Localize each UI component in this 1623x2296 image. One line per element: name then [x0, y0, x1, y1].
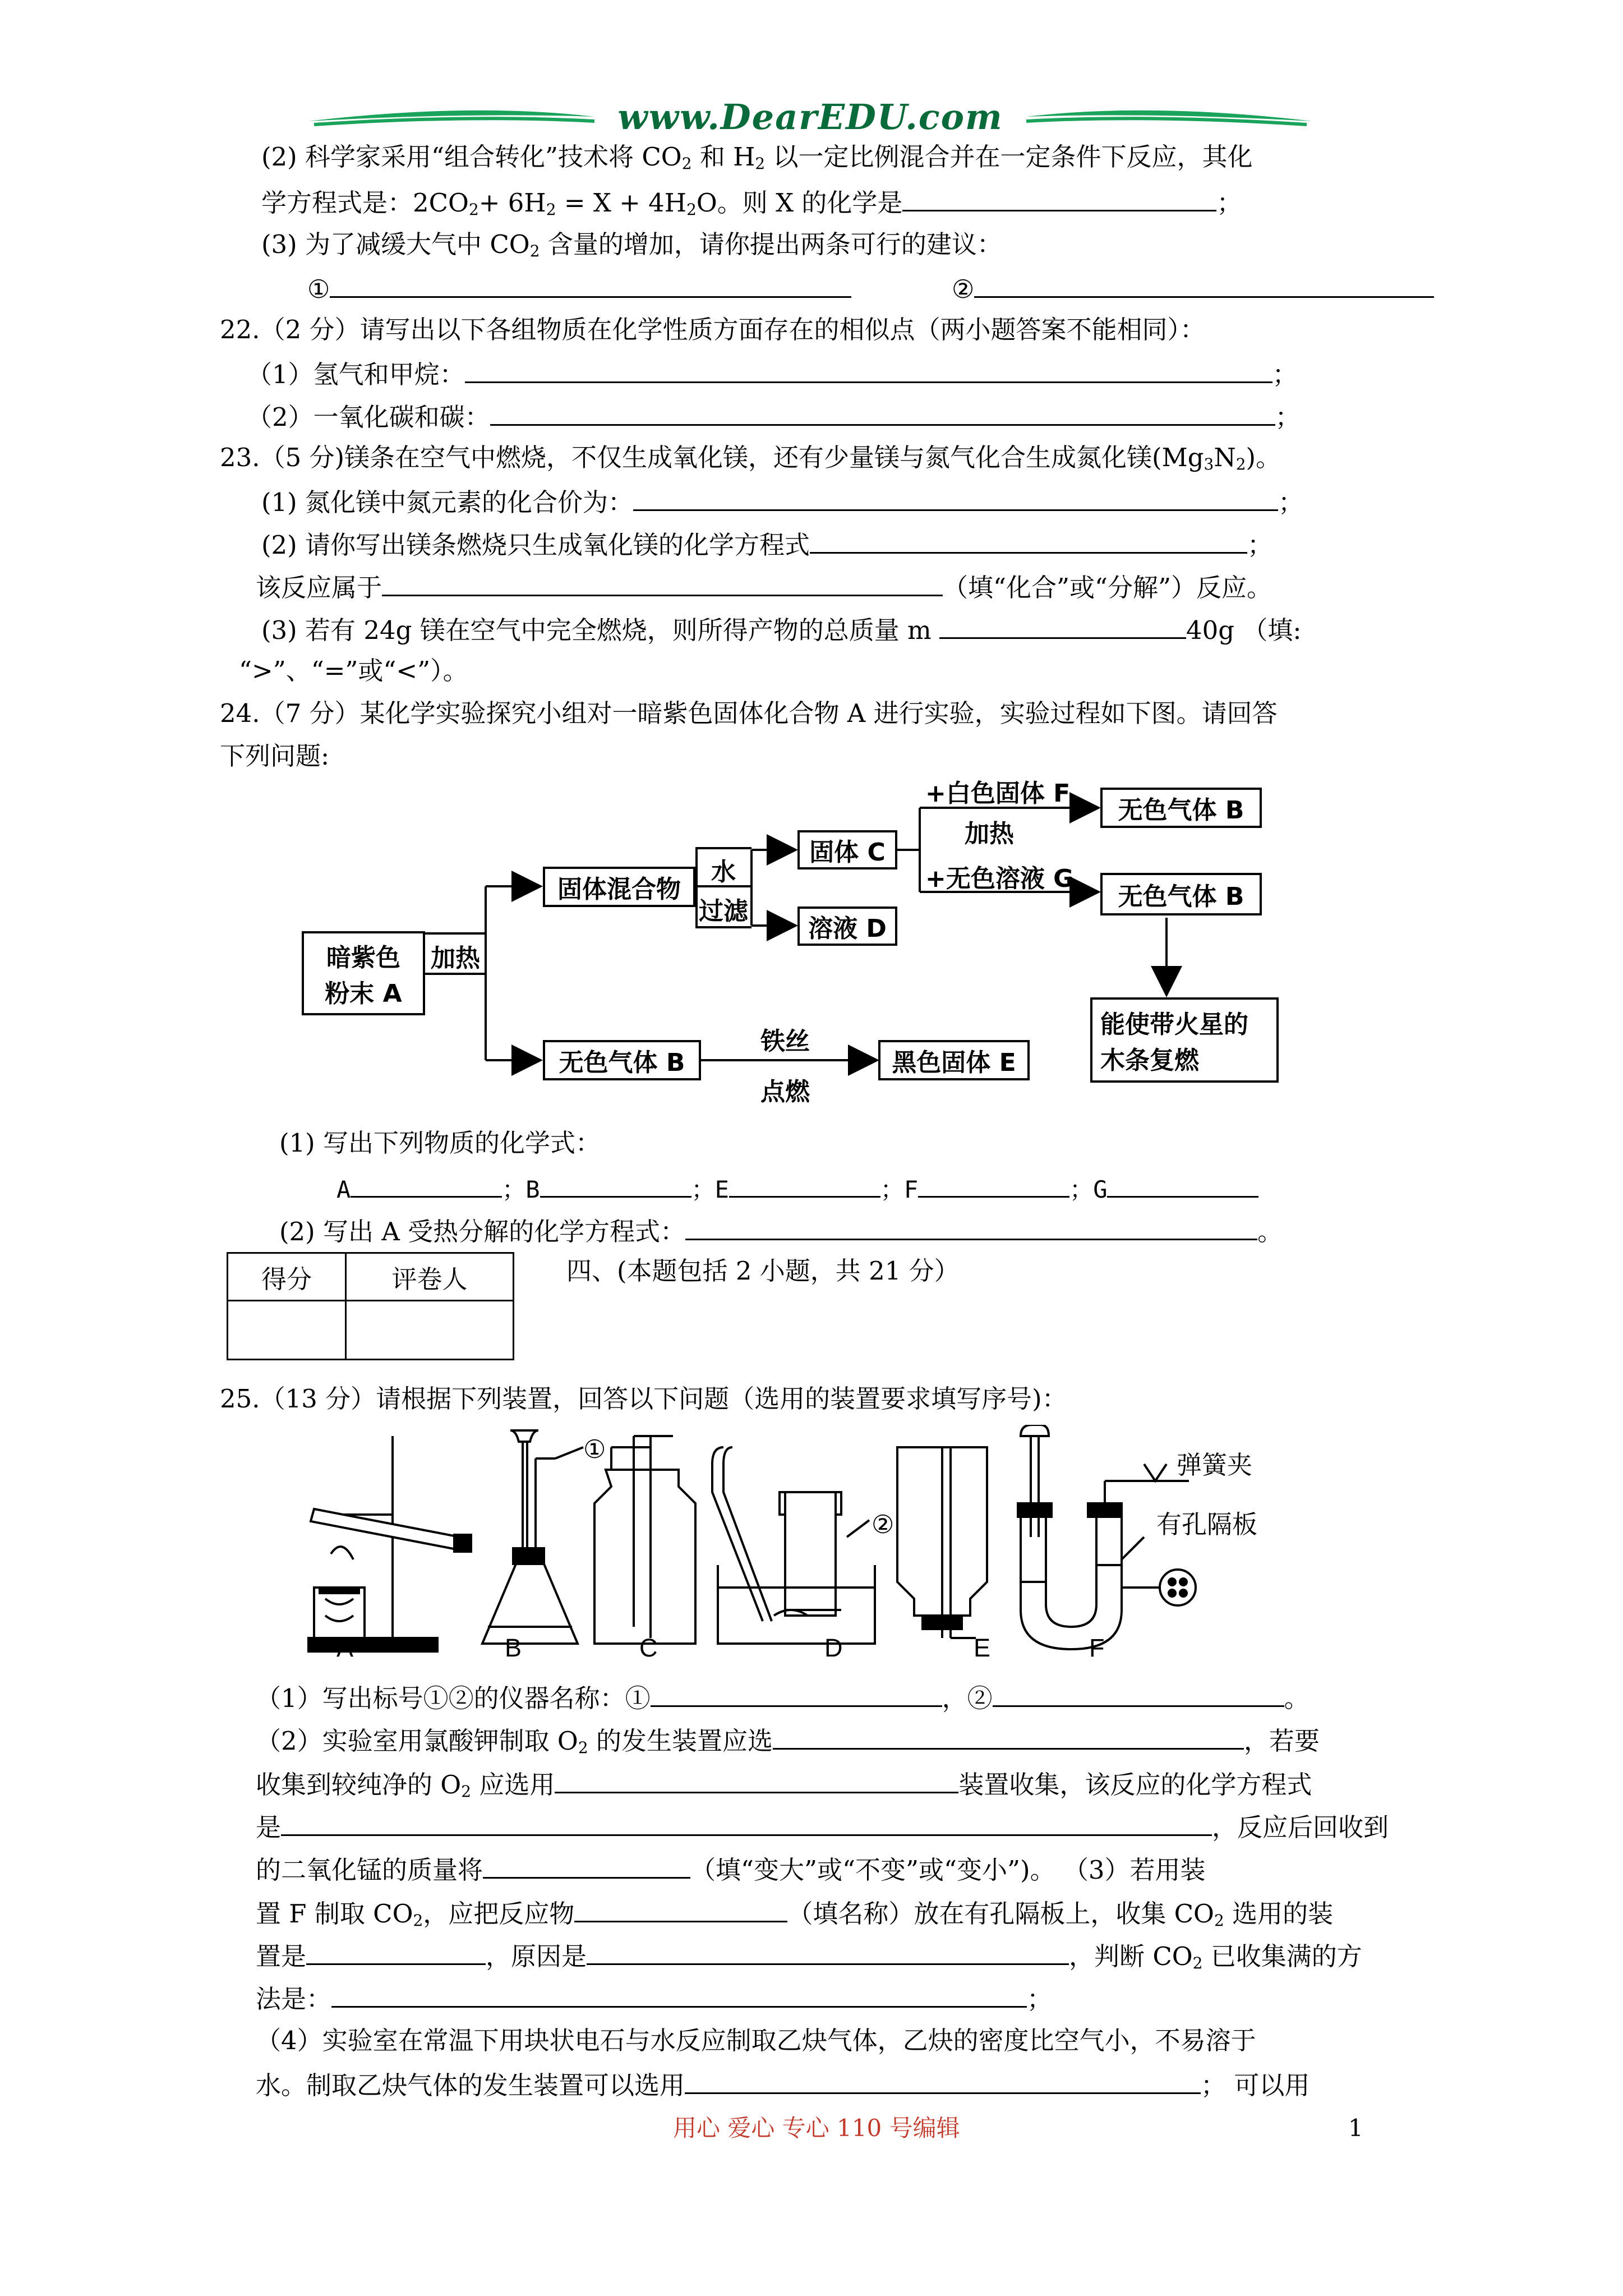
apparatus-e [897, 1447, 987, 1638]
q23-line1: (1) 氮化镁中氮元素的化合价为： ； [261, 485, 1303, 518]
q21-line1: (2) 科学家采用“组合转化”技术将 $CO_2$ 和 $H_2$ 以一定比例混合并在一定条件下反应，其化 [261, 142, 1253, 173]
q25-line6: 置 F 制取 $CO_2$，应把反应物 （填名称）放在有孔隔板上，收集 $CO_2$ 选用的装 [256, 1896, 1333, 1930]
q23-line2: (2) 请你写出镁条燃烧只生成氧化镁的化学方程式 ； [261, 527, 1272, 561]
footer-text: 用心 爱心 专心 110 号编辑 [673, 2114, 960, 2142]
q25-co2-collector-blank[interactable] [306, 1939, 486, 1965]
flow-node-b1: 无色气体 B [1100, 788, 1262, 828]
q23-line5: “>”、“=”或“<”）。 [239, 656, 468, 685]
q23-line4: (3) 若有 24g 镁在空气中完全燃烧，则所得产物的总质量 m 40g （填: [261, 613, 1302, 646]
q25-acetylene-generator-blank[interactable] [685, 2068, 1201, 2094]
q25-instrument1-blank[interactable] [651, 1681, 942, 1707]
q24-title: 24.（7 分）某化学实验探究小组对一暗紫色固体化合物 A 进行实验，实验过程如下图。请回答 [220, 698, 1278, 728]
flow-ignite-label: 点燃 [760, 1078, 810, 1106]
flow-node-a: 暗紫色 粉末 A [302, 931, 425, 1015]
q25-line5: 的二氧化锰的质量将 （填“变大”或“不变”或“变小”)。 （3）若用装 [256, 1852, 1206, 1886]
perforated-plate-label: 有孔隔板 [1156, 1510, 1258, 1539]
q24-blank-a[interactable] [351, 1171, 502, 1198]
q25-line2: （2）实验室用氯酸钾制取 $O_2$ 的发生装置应选 ，若要 [256, 1723, 1320, 1757]
flow-node-e: 黑色固体 E [878, 1040, 1030, 1080]
q25-line7: 置是 ，原因是 ，判断 $CO_2$ 已收集满的方 [256, 1939, 1362, 1972]
q24-equation-blank[interactable] [685, 1214, 1257, 1240]
q24-blank-f[interactable] [918, 1171, 1069, 1198]
q24-sub1: (1) 写出下列物质的化学式： [279, 1128, 601, 1158]
q25-reason-blank[interactable] [587, 1939, 1069, 1965]
apparatus-label-e: E [974, 1634, 991, 1662]
q24-blank-g[interactable] [1107, 1171, 1258, 1198]
flow-water-label: 水 [711, 858, 736, 886]
q25-line1: （1）写出标号①②的仪器名称：① ，② 。 [256, 1681, 1310, 1714]
apparatus-label-b: B [505, 1634, 522, 1662]
flow-node-b3: 无色气体 B [543, 1040, 701, 1080]
q25-equation-blank[interactable] [281, 1810, 1212, 1836]
q25-line8: 法是： ； [256, 1981, 1052, 2015]
site-logo-text: www.DearEDU.com [617, 96, 1003, 137]
spring-clip-label: 弹簧夹 [1177, 1450, 1253, 1480]
q25-title: 25.（13 分）请根据下列装置，回答以下问题（选用的装置要求填写序号)： [220, 1384, 1067, 1414]
grader-cell[interactable] [346, 1301, 514, 1360]
grader-header: 评卷人 [346, 1253, 514, 1301]
score-header: 得分 [228, 1253, 346, 1301]
apparatus-a [308, 1436, 471, 1651]
apparatus-label-c: C [639, 1634, 658, 1662]
apparatus-label-d: D [824, 1634, 843, 1662]
q25-line4: 是 ，反应后回收到 [256, 1810, 1389, 1843]
q22-line2: （2）一氧化碳和碳： ； [247, 399, 1301, 433]
q25-reactant-blank[interactable] [574, 1896, 787, 1922]
q23-line3: 该反应属于 （填“化合”或“分解”）反应。 [256, 570, 1272, 604]
q24-title-cont: 下列问题: [220, 741, 330, 771]
mark-circle-1: ① [583, 1434, 606, 1464]
score-cell[interactable] [228, 1301, 346, 1360]
q25-collector-blank[interactable] [555, 1767, 958, 1793]
flow-node-c: 固体 C [797, 830, 897, 869]
flow-iron-label: 铁丝 [760, 1027, 810, 1056]
mark-circle-2: ② [872, 1510, 895, 1539]
page-number: 1 [1348, 2114, 1363, 2142]
score-table [227, 1252, 514, 1360]
q24-sub1-blanks: A ；B ；E ；F ；G [336, 1171, 1258, 1205]
q25-line9: （4）实验室在常温下用块状电石与水反应制取乙炔气体，乙炔的密度比空气小，不易溶于 [256, 2026, 1256, 2055]
q22-title: 22.（2 分）请写出以下各组物质在化学性质方面存在的相似点（两小题答案不能相同）： [220, 315, 1206, 344]
apparatus-b [482, 1430, 578, 1644]
q23-title: 23.（5 分)镁条在空气中燃烧，不仅生成氧化镁，还有少量镁与氮气化合生成氮化镁$(Mg_3N_2)$。 [220, 443, 1281, 473]
flow-heat-label: 加热 [431, 944, 480, 973]
flow-node-relight: 能使带火星的 木条复燃 [1090, 997, 1279, 1083]
flow-plus-f-label: +白色固体 F [925, 779, 1071, 808]
q21-line4: ① ② [307, 272, 1434, 305]
flow-heat2-label: 加热 [965, 820, 1014, 848]
q25-generator-blank[interactable] [773, 1723, 1244, 1750]
apparatus-c [594, 1436, 695, 1644]
q25-line3: 收集到较纯净的 $O_2$ 应选用 装置收集，该反应的化学方程式 [256, 1767, 1312, 1801]
flow-node-b2: 无色气体 B [1100, 873, 1262, 915]
q24-blank-e[interactable] [729, 1171, 880, 1198]
flow-node-d: 溶液 D [797, 907, 897, 946]
q25-mno2-mass-blank[interactable] [483, 1852, 690, 1879]
q24-sub2: (2) 写出 A 受热分解的化学方程式： 。 [279, 1214, 1283, 1248]
flow-plus-g-label: +无色溶液 G [925, 864, 1074, 893]
q22-line1: （1）氢气和甲烷： ； [247, 357, 1298, 390]
q21-line2: 学方程式是：$2CO_2+ 6H_2 = X + 4H_2O$。则 X 的化学是 ； [261, 185, 1242, 219]
flow-node-mix: 固体混合物 [543, 867, 695, 907]
flow-filter-label: 过滤 [699, 897, 748, 926]
q25-full-check-blank[interactable] [331, 1981, 1027, 2008]
q25-instrument2-blank[interactable] [993, 1681, 1284, 1707]
apparatus-label-f: F [1089, 1634, 1105, 1662]
apparatus-label-a: A [336, 1634, 354, 1662]
q24-blank-b[interactable] [540, 1171, 691, 1198]
apparatus-d [712, 1447, 875, 1644]
q21-line3: (3) 为了减缓大气中 $CO_2$ 含量的增加，请你提出两条可行的建议： [261, 229, 1002, 260]
section-four-heading: 四、(本题包括 2 小题，共 21 分） [566, 1256, 960, 1286]
q25-line10: 水。制取乙炔气体的发生装置可以选用 ； 可以用 [256, 2068, 1310, 2101]
